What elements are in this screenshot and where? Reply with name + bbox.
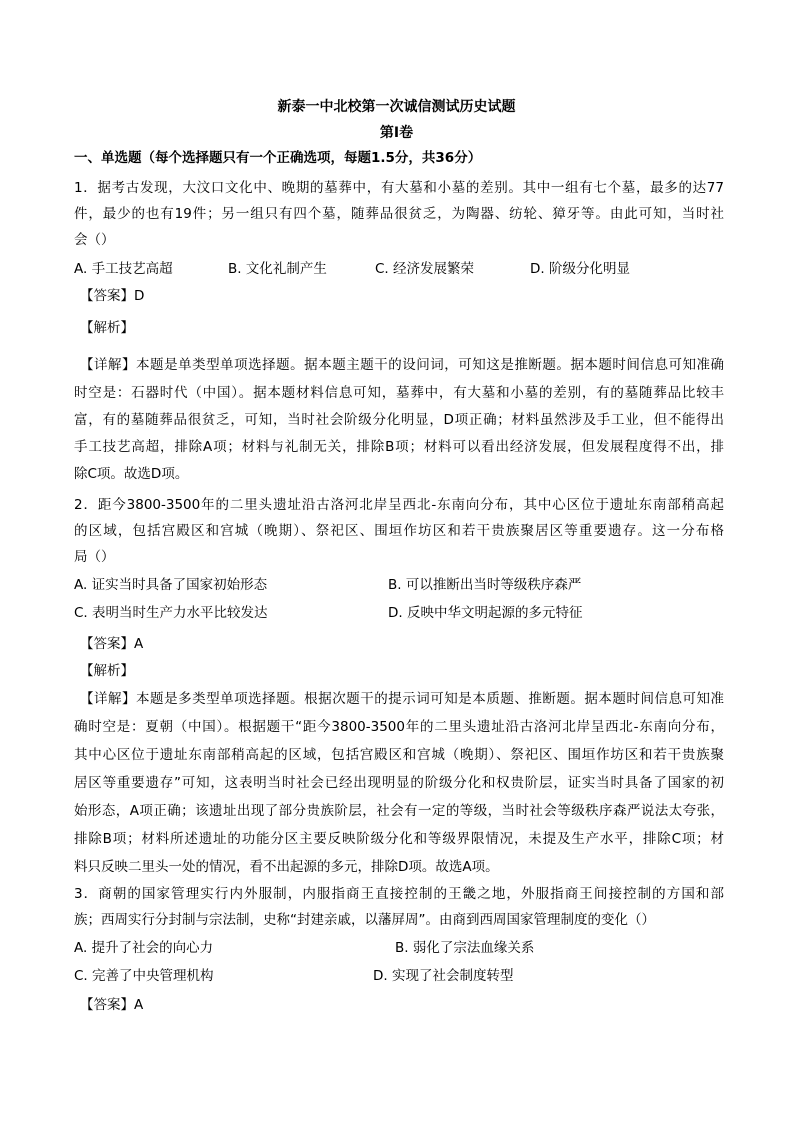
q3-option-d: D. 实现了社会制度转型	[373, 968, 514, 984]
q3-stem-line: 族；西周实行分封制与宗法制，史称“封建亲戚，以藩屏周”。由商到西周国家管理制度的变化（）	[74, 912, 655, 928]
q2-answer: 【答案】A	[80, 636, 144, 652]
q1-stem-line: 1．据考古发现，大汶口文化中、晚期的墓葬中，有大墓和小墓的差别。其中一组有七个墓，最多的达77	[74, 180, 724, 196]
q2-detail-line: 居区等重要遗存”可知，这表明当时社会已经出现明显的阶级分化和权贵阶层，证实当时具备了国家的初	[74, 775, 724, 791]
q1-option-b: B. 文化礼制产生	[228, 261, 327, 277]
q1-detail-line: 富，有的墓随葬品很贫乏，可知，当时社会阶级分化明显，D项正确；材料虽然涉及手工业，但不能得出	[74, 412, 724, 428]
q2-option-d: D. 反映中华文明起源的多元特征	[388, 605, 583, 621]
q3-answer: 【答案】A	[80, 997, 144, 1013]
q3-stem-line: 3．商朝的国家管理实行内外服制，内服指商王直接控制的王畿之地，外服指商王间接控制的方国和部	[74, 886, 724, 902]
q2-detail-line: 确时空是：夏朝（中国）。根据题干“距今3800-3500年的二里头遗址沿古洛河北岸呈西北-东南向分布，	[74, 719, 724, 735]
q2-stem-line: 局（）	[74, 549, 115, 565]
q1-stem-line: 件，最少的也有19件；另一组只有四个墓，随葬品很贫乏，为陶器、纺轮、獐牙等。由此可知，当时社	[74, 206, 724, 222]
q2-detail-line: 【详解】本题是多类型单项选择题。根据次题干的提示词可知是本质题、推断题。据本题时间信息可知准	[80, 691, 724, 707]
q1-option-c: C. 经济发展繁荣	[375, 261, 475, 277]
section-heading: 一、单选题（每个选择题只有一个正确选项，每题1.5分，共36分）	[74, 150, 482, 166]
q1-option-a: A. 手工技艺高超	[74, 261, 173, 277]
q3-option-b: B. 弱化了宗法血缘关系	[395, 940, 535, 956]
q2-detail-line: 始形态，A项正确；该遗址出现了部分贵族阶层，社会有一定的等级，当时社会等级秩序森严说法太夸张，	[74, 803, 724, 819]
q1-option-d: D. 阶级分化明显	[530, 261, 630, 277]
q3-option-a: A. 提升了社会的向心力	[74, 940, 214, 956]
q1-analysis-label: 【解析】	[80, 320, 134, 336]
q2-analysis-label: 【解析】	[80, 663, 134, 679]
q2-stem-line: 2．距今3800-3500年的二里头遗址沿古洛河北岸呈西北-东南向分布，其中心区位于遗址东南部稍高起	[74, 497, 724, 513]
q1-detail-line: 时空是：石器时代（中国）。据本题材料信息可知，墓葬中，有大墓和小墓的差别，有的墓随葬品比较丰	[74, 385, 724, 401]
q1-answer: 【答案】D	[80, 288, 145, 304]
q2-detail-line: 料只反映二里头一处的情况，看不出起源的多元，排除D项。故选A项。	[74, 859, 499, 875]
q1-detail-line: 【详解】本题是单类型单项选择题。据本题主题干的设问词，可知这是推断题。据本题时间信息可知准确	[80, 357, 724, 373]
q2-detail-line: 排除B项；材料所述遗址的功能分区主要反映阶级分化和等级界限情况，未提及生产水平，排除C项；材	[74, 831, 724, 847]
q2-option-a: A. 证实当时具备了国家初始形态	[74, 577, 268, 593]
q2-option-c: C. 表明当时生产力水平比较发达	[74, 605, 268, 621]
q1-stem-line: 会（）	[74, 232, 115, 248]
q2-option-b: B. 可以推断出当时等级秩序森严	[388, 577, 582, 593]
q1-detail-line: 手工技艺高超，排除A项；材料与礼制无关，排除B项；材料可以看出经济发展，但发展程度得不出，排	[74, 439, 724, 455]
exam-title: 新泰一中北校第一次诚信测试历史试题	[277, 99, 516, 115]
q2-stem-line: 的区域，包括宫殿区和宫城（晚期）、祭祀区、围垣作坊区和若干贵族聚居区等重要遗存。这一分布格	[74, 523, 724, 539]
q3-option-c: C. 完善了中央管理机构	[74, 968, 214, 984]
volume-label: 第I卷	[379, 125, 414, 141]
q1-detail-line: 除C项。故选D项。	[74, 466, 189, 482]
q2-detail-line: 其中心区位于遗址东南部稍高起的区域，包括宫殿区和宫城（晚期）、祭祀区、围垣作坊区和若干贵族聚	[74, 747, 724, 763]
